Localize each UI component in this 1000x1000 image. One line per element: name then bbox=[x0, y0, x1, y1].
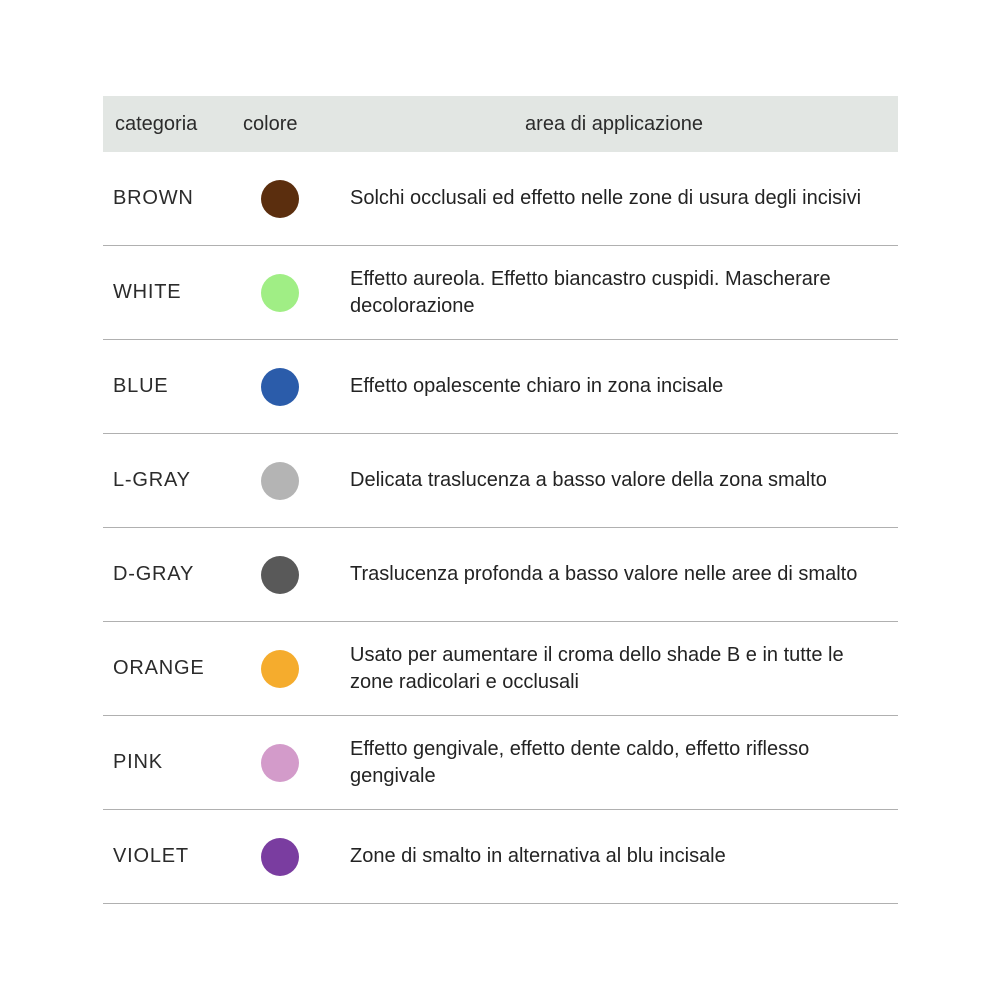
application-description: Zone di smalto in alternativa al blu incisale bbox=[350, 845, 726, 867]
category-label: WHITE bbox=[113, 281, 182, 303]
table-row bbox=[103, 528, 898, 622]
category-label: ORANGE bbox=[113, 657, 205, 679]
color-dot-icon bbox=[261, 368, 299, 406]
color-dot-icon bbox=[261, 180, 299, 218]
application-description: Delicata traslucenza a basso valore della zona smalto bbox=[350, 469, 827, 491]
application-description: Solchi occlusali ed effetto nelle zone di usura degli incisivi bbox=[350, 187, 862, 209]
header-colore: colore bbox=[243, 112, 298, 135]
category-label: D-GRAY bbox=[113, 563, 195, 585]
header-area-di-applicazione: area di applicazione bbox=[525, 112, 703, 135]
application-description: Effetto gengivale, effetto dente caldo, effetto riflesso gengivale bbox=[350, 737, 810, 787]
table-row bbox=[103, 246, 898, 340]
table-row bbox=[103, 434, 898, 528]
application-description: Usato per aumentare il croma dello shade B e in tutte le zone radicolari e occlusali bbox=[350, 643, 844, 693]
color-dot-icon bbox=[261, 744, 299, 782]
table-row bbox=[103, 152, 898, 246]
application-description: Effetto opalescente chiaro in zona incisale bbox=[350, 375, 724, 397]
application-description: Traslucenza profonda a basso valore nelle aree di smalto bbox=[350, 563, 858, 585]
table-row bbox=[103, 810, 898, 904]
color-dot-icon bbox=[261, 462, 299, 500]
category-label: PINK bbox=[113, 751, 163, 773]
application-description: Effetto aureola. Effetto biancastro cuspidi. Mascherare decolorazione bbox=[350, 267, 831, 317]
category-label: VIOLET bbox=[113, 845, 189, 867]
table-row bbox=[103, 340, 898, 434]
category-label: BROWN bbox=[113, 187, 194, 209]
category-label: BLUE bbox=[113, 375, 169, 397]
table-row bbox=[103, 622, 898, 716]
table-body bbox=[103, 152, 898, 904]
color-dot-icon bbox=[261, 650, 299, 688]
category-label: L-GRAY bbox=[113, 469, 191, 491]
table-row bbox=[103, 716, 898, 810]
table-header-row bbox=[103, 96, 898, 152]
color-application-table bbox=[103, 96, 898, 904]
color-dot-icon bbox=[261, 556, 299, 594]
color-dot-icon bbox=[261, 838, 299, 876]
header-categoria: categoria bbox=[115, 112, 198, 135]
color-dot-icon bbox=[261, 274, 299, 312]
